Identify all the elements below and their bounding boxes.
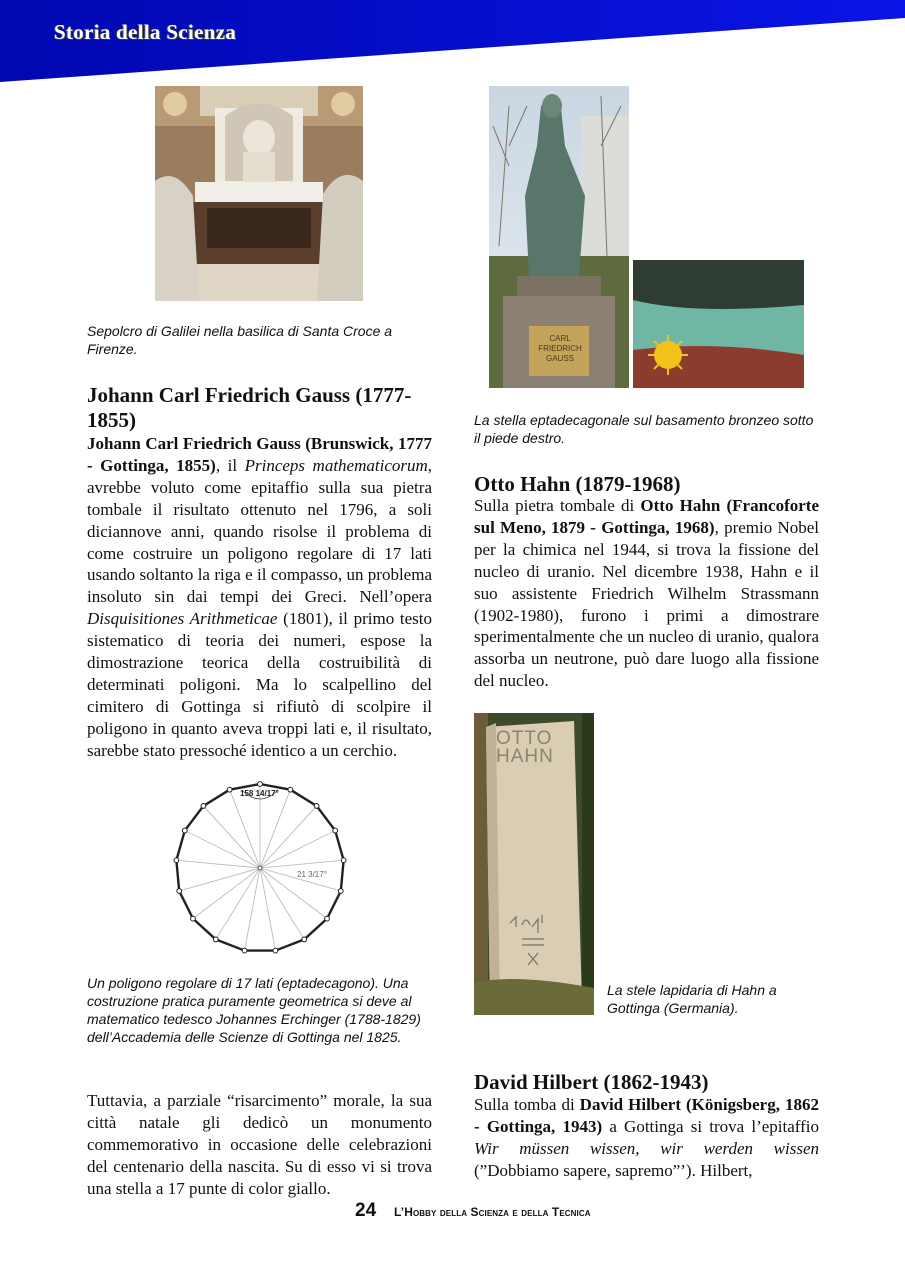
interior-angle-label: 158 14/17° <box>240 789 279 798</box>
galileo-tomb-photo <box>155 86 363 301</box>
heptadecagon-diagram <box>170 778 350 958</box>
vertex-6 <box>325 916 330 921</box>
vertex-11 <box>191 916 196 921</box>
magazine-title: L’Hobby della Scienza e della Tecnica <box>394 1205 591 1219</box>
polygon-caption: Un poligono regolare di 17 lati (eptadecagono). Una costruzione pratica puramente geometrica si deve al matematico tedesco Johannes Erchinger (1788-1829) dell’Accademia delle Scienze di Gottinga nel 1825. <box>87 975 421 1045</box>
header-banner <box>0 0 905 84</box>
vertex-16 <box>227 787 232 792</box>
gauss-name: Johann Carl Friedrich Gauss (Brunswick, 1777 - Gottinga, 1855) <box>87 434 432 475</box>
page-number: 24 <box>355 1200 377 1221</box>
statue-caption: La stella eptadecagonale sul basamento bronzeo sotto il piede destro. <box>474 412 814 446</box>
text-run: , premio Nobel per la chimica nel 1944, si trova la fissione del nucleo di uranio. Nel dicembre 1938, Hahn e il suo assistente Friedrich Wilhelm Strassmann (1902-1980), furono i primi a dimostrare sperimentalmente che un nucleo di uranio, qualora assorba un neutrone, può dare luogo alla fissione del nucleo. <box>474 517 819 691</box>
fission-equation-glyph <box>508 913 558 973</box>
hilbert-paragraph <box>474 1094 819 1182</box>
stele-caption: La stele lapidaria di Hahn a Gottinga (Germania). <box>607 982 777 1016</box>
text-run: (1801), il primo testo sistematico di teoria dei numeri, espose la dimostrazione teorica della costruibilità di determinati poligoni. Ma lo scalpellino del cimitero di Gottinga si rifiutò di scolpire il poligono in quanto aveva troppi lati e, il risultato, sarebbe stato pressoché identico a un cerchio. <box>87 609 432 760</box>
vertex-9 <box>242 948 247 953</box>
vertex-13 <box>174 858 179 863</box>
statue-plaque: CARL FRIEDRICH GAUSS <box>538 334 582 363</box>
spoke-15 <box>203 806 260 868</box>
hahn-paragraph <box>474 495 819 692</box>
vertex-10 <box>213 937 218 942</box>
vertex-5 <box>338 889 343 894</box>
section-title: Storia della Scienza <box>54 20 237 44</box>
vertex-12 <box>177 889 182 894</box>
hilbert-name: David Hilbert (Königsberg, 1862 - Gottinga, 1943) <box>474 1095 819 1136</box>
vertex-15 <box>201 804 206 809</box>
center-point <box>258 866 262 870</box>
disquisitiones-title: Disquisitiones Arithmeticae <box>87 609 278 629</box>
text-run: (”Dobbiamo sapere, sapremo”’). Hilbert, <box>474 1160 753 1180</box>
vertex-0 <box>258 782 263 787</box>
spoke-1 <box>260 790 290 868</box>
central-angle-label: 21 3/17° <box>297 870 327 879</box>
vertex-7 <box>302 937 307 942</box>
galileo-caption: Sepolcro di Galilei nella basilica di Santa Croce a Firenze. <box>87 323 393 357</box>
text-run: Sulla pietra tombale di <box>474 496 641 515</box>
spoke-2 <box>260 806 317 868</box>
vertex-4 <box>341 858 346 863</box>
gauss-paragraph-2: Tuttavia, a parziale “risarcimento” morale, la sua città natale gli dedicò un monumento commemorativo in occasione delle celebrazioni del centenario della nascita. Su di esso vi si trova una stella a 17 punte di color giallo. <box>87 1091 432 1198</box>
hilbert-heading: David Hilbert (1862-1943) <box>474 1070 709 1094</box>
princeps-term: Princeps mathematicorum <box>244 455 428 475</box>
bronze-star-photo <box>633 260 804 388</box>
hahn-name: Otto Hahn (Francoforte sul Meno, 1879 - Gottinga, 1968) <box>474 496 819 537</box>
text-run: , avrebbe voluto come epitaffio sulla sua pietra tombale il risultato ottenuto nel 1796, a soli diciannove anni, quando risolse il problema di come costruire un poligono regolare di 17 lati usando soltanto la riga e il compasso, un problema insoluto sin dai tempi dei Greci. Nell’opera <box>87 455 433 607</box>
vertex-8 <box>273 948 278 953</box>
text-run: , il <box>215 455 245 475</box>
gauss-heading: Johann Carl Friedrich Gauss (1777-1855) <box>87 383 412 432</box>
spoke-11 <box>193 868 260 919</box>
vertex-3 <box>333 828 338 833</box>
heptadecagon-svg <box>170 778 350 958</box>
vertex-1 <box>288 787 293 792</box>
vertex-14 <box>182 828 187 833</box>
spoke-16 <box>230 790 260 868</box>
vertex-2 <box>314 804 319 809</box>
hahn-heading: Otto Hahn (1879-1968) <box>474 472 681 496</box>
gauss-statue-photo <box>489 86 629 388</box>
text-run: a Gottinga si trova l’epitaffio <box>602 1116 820 1136</box>
gauss-paragraph <box>87 433 432 762</box>
hahn-stele-photo <box>474 713 594 1015</box>
hilbert-epitaph: Wir müssen wissen, wir werden wissen <box>474 1138 819 1158</box>
stele-name: OTTO HAHN <box>496 728 554 767</box>
text-run: Sulla tomba di <box>474 1095 580 1114</box>
